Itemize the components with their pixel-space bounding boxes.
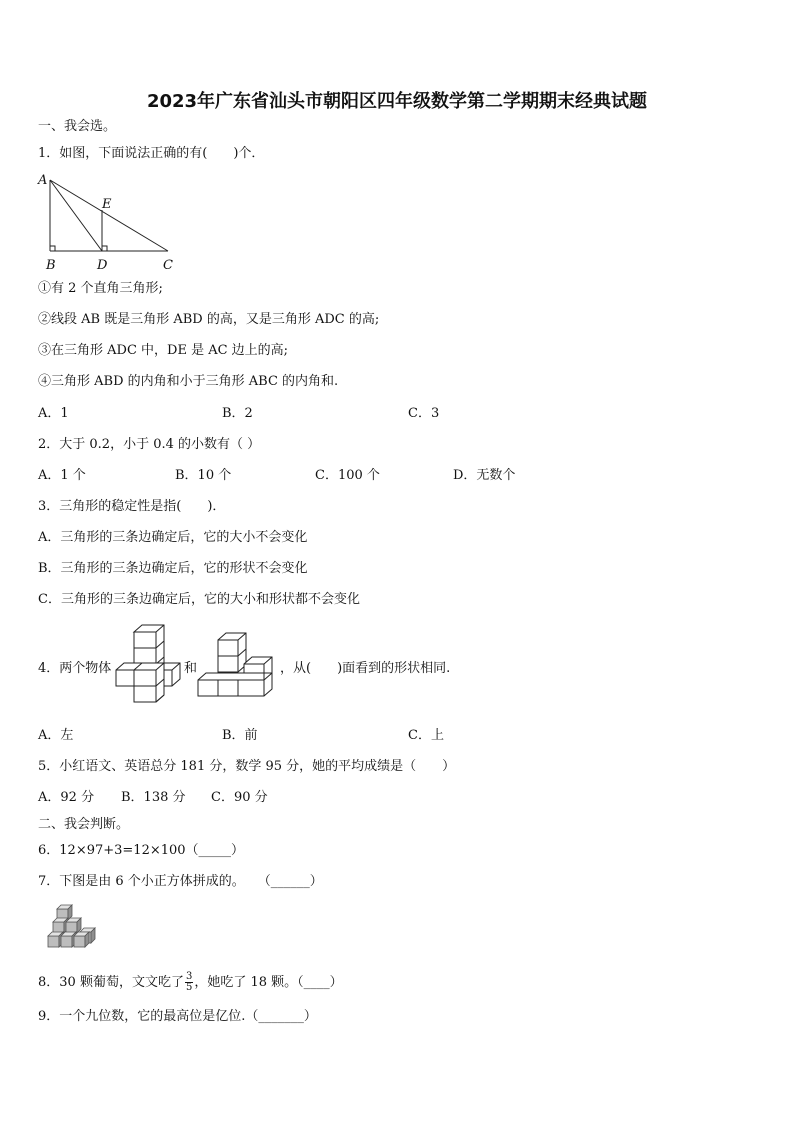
q7-stem: 7．下图是由 6 个小正方体拼成的。 （______） (38, 874, 323, 889)
q7-cube-stack-figure (44, 902, 100, 956)
q5-option-c[interactable]: C．90 分 (211, 790, 268, 805)
q3-option-a[interactable]: A．三角形的三条边确定后，它的大小不会变化 (38, 530, 308, 545)
q8-stem-pre: 8．30 颗葡萄，文文吃了 (38, 975, 184, 990)
q2-option-a[interactable]: A．1 个 (38, 468, 86, 483)
q2-option-b[interactable]: B．10 个 (175, 468, 232, 483)
q8-stem-post: ，她吃了 18 颗。（____） (194, 975, 343, 990)
q1-triangle-figure (34, 168, 184, 276)
label-b: B (46, 258, 56, 273)
q4-solid-1-figure (112, 622, 188, 714)
label-d: D (97, 258, 108, 273)
q1-statement-1: ①有 2 个直角三角形; (38, 281, 163, 296)
q3-option-c[interactable]: C．三角形的三条边确定后，它的大小和形状都不会变化 (38, 592, 360, 607)
right-angle-mark-b (50, 246, 55, 251)
q1-statement-4: ④三角形 ABD 的内角和小于三角形 ABC 的内角和. (38, 374, 339, 389)
segment-ad (50, 180, 102, 251)
label-a: A (38, 173, 48, 188)
q5-stem: 5．小红语文、英语总分 181 分，数学 95 分，她的平均成绩是（ ） (38, 759, 456, 774)
section-heading-choice: 一、我会选。 (38, 119, 117, 134)
q3-option-b[interactable]: B．三角形的三条边确定后，它的形状不会变化 (38, 561, 308, 576)
q5-option-b[interactable]: B．138 分 (121, 790, 186, 805)
section-heading-judge: 二、我会判断。 (38, 817, 130, 832)
q1-option-c[interactable]: C．3 (408, 406, 440, 421)
q4-option-a[interactable]: A．左 (38, 728, 74, 743)
q1-stem: 1．如图，下面说法正确的有( )个． (38, 146, 265, 161)
q4-option-b[interactable]: B．前 (222, 728, 258, 743)
q2-option-d[interactable]: D．无数个 (453, 468, 516, 483)
label-c: C (163, 258, 173, 273)
label-e: E (102, 197, 112, 212)
q4-option-c[interactable]: C．上 (408, 728, 444, 743)
right-angle-mark-d (102, 246, 107, 251)
q8-stem (38, 972, 343, 993)
q1-statement-2: ②线段 AB 既是三角形 ABD 的高，又是三角形 ADC 的高; (38, 312, 380, 327)
q4-solid-2-figure (196, 630, 278, 706)
q3-stem: 3．三角形的稳定性是指( )． (38, 499, 226, 514)
q1-option-b[interactable]: B．2 (222, 406, 253, 421)
q5-option-a[interactable]: A．92 分 (38, 790, 95, 805)
page-title: 2023年广东省汕头市朝阳区四年级数学第二学期期末经典试题 (146, 91, 648, 112)
fraction-three-fifths (185, 972, 193, 993)
q1-option-a[interactable]: A．1 (38, 406, 69, 421)
q6-stem: 6．12×97+3=12×100（_____） (38, 843, 245, 858)
q9-stem: 9．一个九位数，它的最高位是亿位.（_______） (38, 1009, 317, 1024)
segment-ac (50, 180, 168, 251)
q1-statement-3: ③在三角形 ADC 中，DE 是 AC 边上的高; (38, 343, 289, 358)
q4-stem-part3: ，从( )面看到的形状相同. (280, 661, 451, 676)
q4-stem-part2: 和 (184, 661, 198, 676)
q4-stem-part1: 4．两个物体 (38, 661, 112, 676)
q2-stem: 2．大于 0.2，小于 0.4 的小数有（ ） (38, 437, 261, 452)
fraction-numerator: 3 (185, 971, 193, 982)
q2-option-c[interactable]: C．100 个 (315, 468, 380, 483)
fraction-denominator: 5 (185, 982, 193, 993)
